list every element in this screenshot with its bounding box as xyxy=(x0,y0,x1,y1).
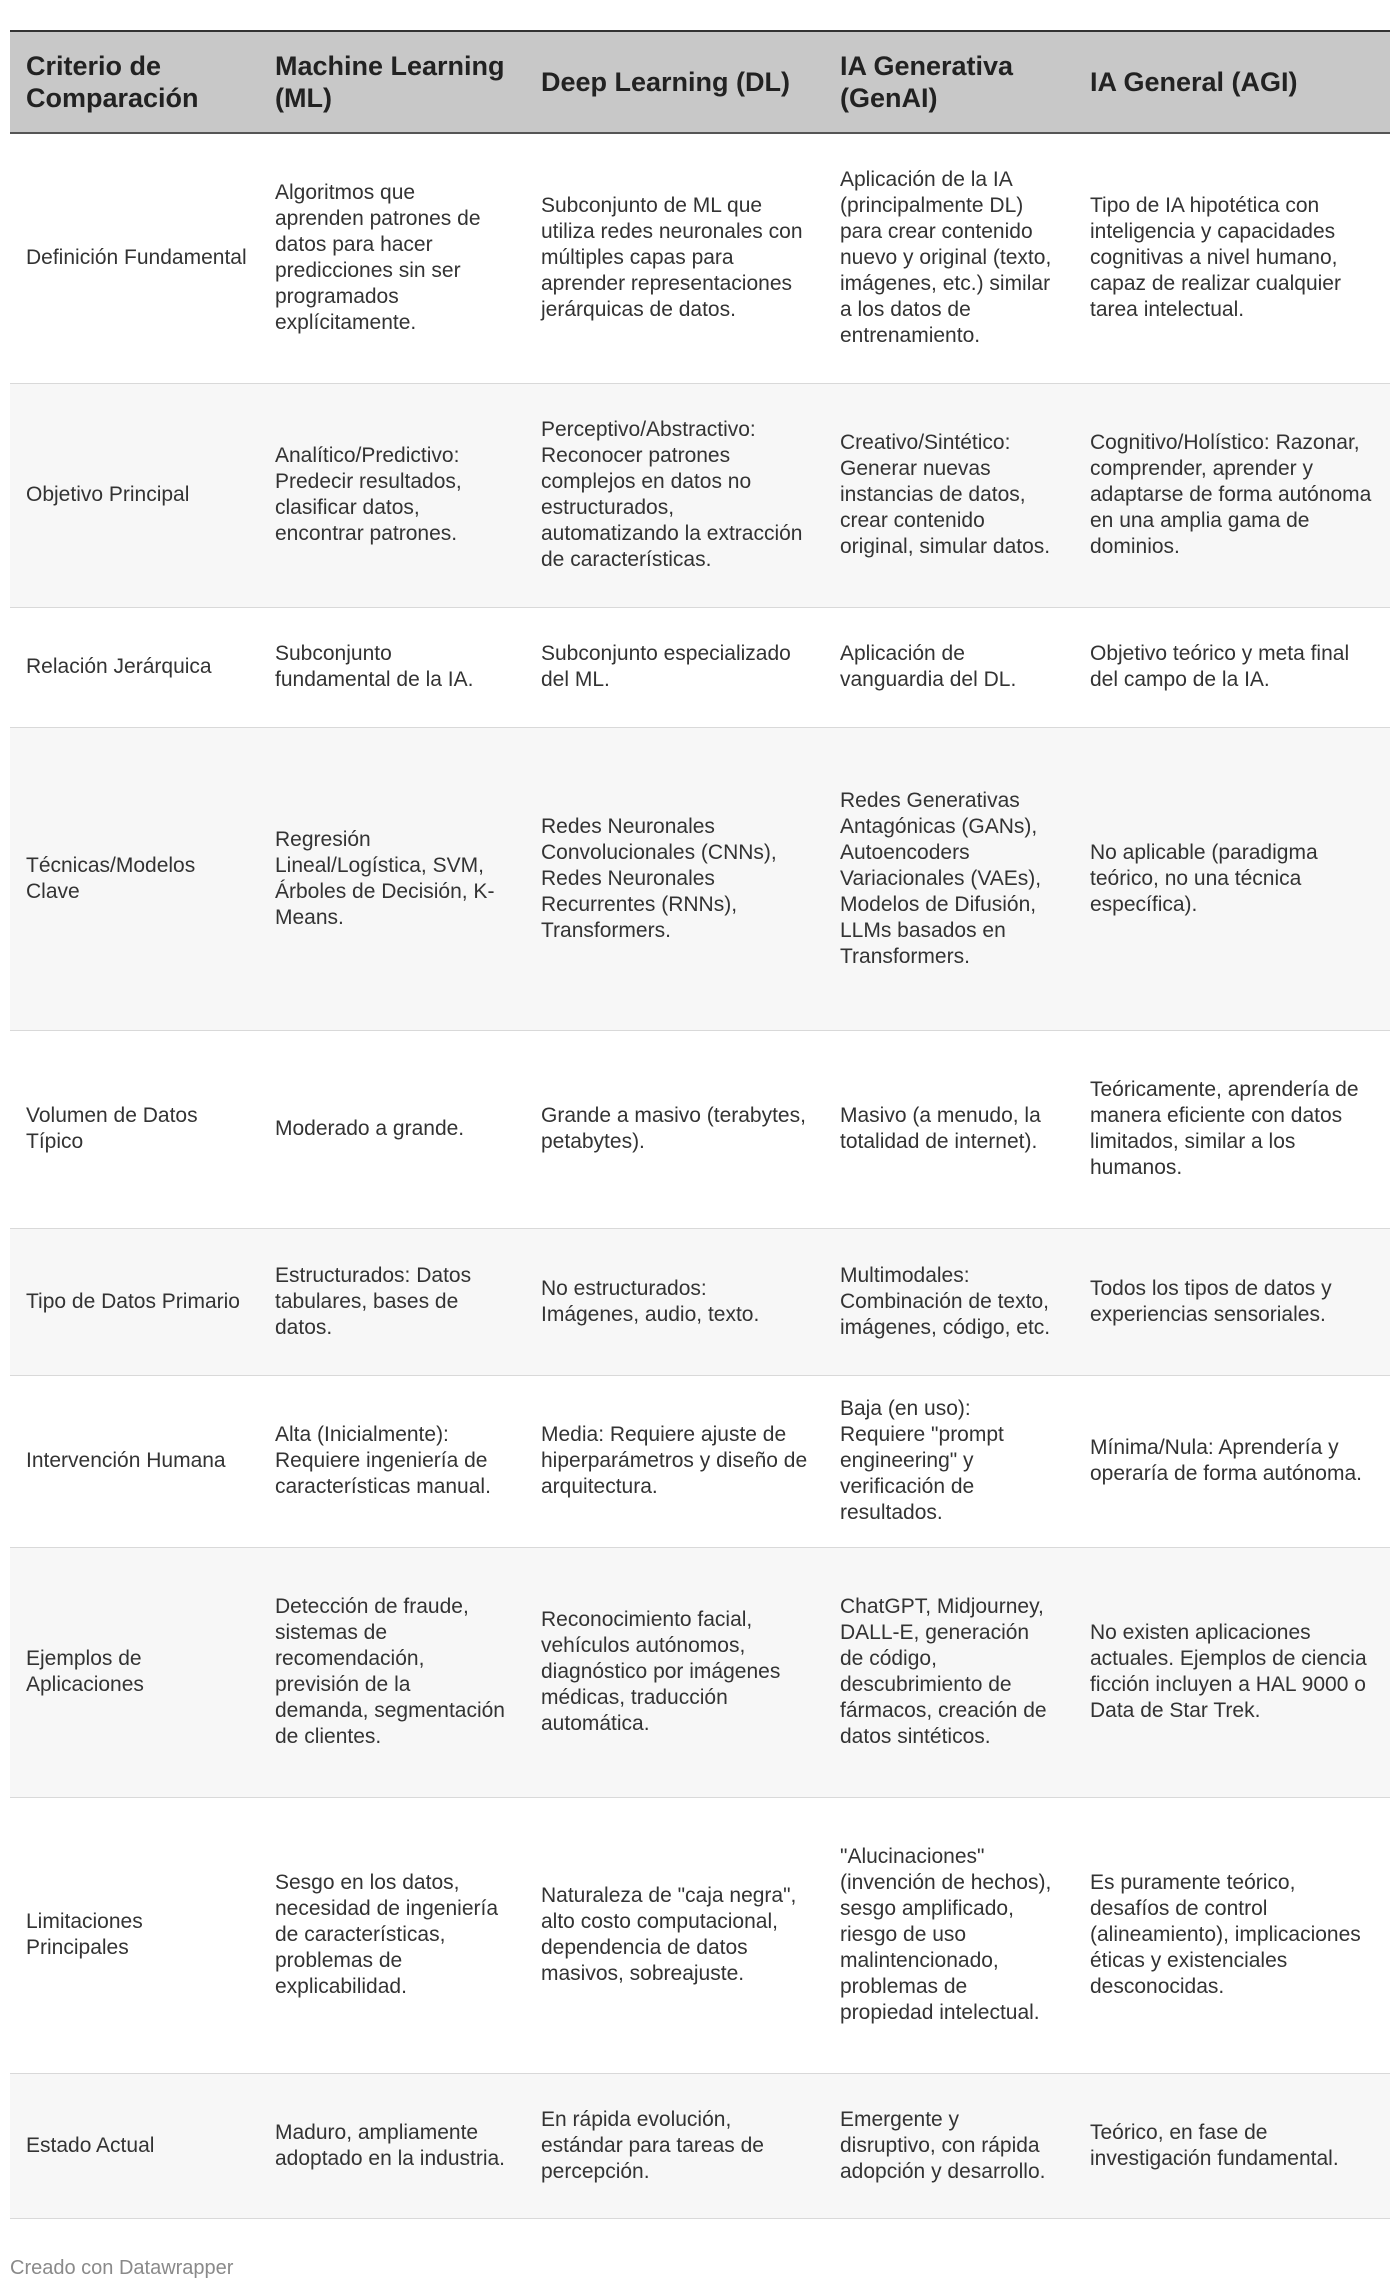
table-cell: Media: Requiere ajuste de hiperparámetros y diseño de arquitectura. xyxy=(525,1375,824,1547)
row-label: Tipo de Datos Primario xyxy=(10,1228,259,1375)
comparison-table-container[interactable] xyxy=(10,30,1372,2219)
row-label: Volumen de Datos Típico xyxy=(10,1030,259,1228)
table-cell: Estructurados: Datos tabulares, bases de datos. xyxy=(259,1228,525,1375)
table-cell: Todos los tipos de datos y experiencias sensoriales. xyxy=(1074,1228,1390,1375)
row-label: Relación Jerárquica xyxy=(10,607,259,727)
table-row xyxy=(10,1797,1390,2073)
table-row xyxy=(10,1547,1390,1797)
table-row xyxy=(10,1228,1390,1375)
table-cell: Perceptivo/Abstractivo: Reconocer patrones complejos en datos no estructurados, automatizando la extracción de características. xyxy=(525,383,824,607)
table-cell: Analítico/Predictivo: Predecir resultados, clasificar datos, encontrar patrones. xyxy=(259,383,525,607)
table-cell: Objetivo teórico y meta final del campo de la IA. xyxy=(1074,607,1390,727)
table-cell: No estructurados: Imágenes, audio, texto. xyxy=(525,1228,824,1375)
table-cell: Creativo/Sintético: Generar nuevas instancias de datos, crear contenido original, simular datos. xyxy=(824,383,1074,607)
table-cell: En rápida evolución, estándar para tareas de percepción. xyxy=(525,2073,824,2218)
table-row xyxy=(10,383,1390,607)
row-label: Limitaciones Principales xyxy=(10,1797,259,2073)
row-label: Objetivo Principal xyxy=(10,383,259,607)
table-row xyxy=(10,1030,1390,1228)
header-dl[interactable]: Deep Learning (DL) xyxy=(525,31,824,133)
row-label: Técnicas/Modelos Clave xyxy=(10,727,259,1030)
table-cell: Mínima/Nula: Aprendería y operaría de forma autónoma. xyxy=(1074,1375,1390,1547)
header-genai[interactable]: IA Generativa (GenAI) xyxy=(824,31,1074,133)
header-criterio[interactable]: Criterio de Comparación xyxy=(10,31,259,133)
table-cell: "Alucinaciones" (invención de hechos), sesgo amplificado, riesgo de uso malintencionado, problemas de propiedad intelectual. xyxy=(824,1797,1074,2073)
table-cell: Sesgo en los datos, necesidad de ingeniería de características, problemas de explicabilidad. xyxy=(259,1797,525,2073)
comparison-table xyxy=(10,30,1390,2219)
table-body xyxy=(10,133,1390,2218)
table-row xyxy=(10,727,1390,1030)
table-cell: Teórico, en fase de investigación fundamental. xyxy=(1074,2073,1390,2218)
header-agi[interactable]: IA General (AGI) xyxy=(1074,31,1390,133)
table-cell: Regresión Lineal/Logística, SVM, Árboles de Decisión, K-Means. xyxy=(259,727,525,1030)
table-cell: Subconjunto de ML que utiliza redes neuronales con múltiples capas para aprender representaciones jerárquicas de datos. xyxy=(525,133,824,383)
table-cell: Moderado a grande. xyxy=(259,1030,525,1228)
table-cell: Grande a masivo (terabytes, petabytes). xyxy=(525,1030,824,1228)
table-cell: Teóricamente, aprendería de manera eficiente con datos limitados, similar a los humanos. xyxy=(1074,1030,1390,1228)
table-cell: Es puramente teórico, desafíos de control (alineamiento), implicaciones éticas y existenciales desconocidas. xyxy=(1074,1797,1390,2073)
table-row xyxy=(10,133,1390,383)
table-cell: Aplicación de vanguardia del DL. xyxy=(824,607,1074,727)
table-cell: Cognitivo/Holístico: Razonar, comprender, aprender y adaptarse de forma autónoma en una amplia gama de dominios. xyxy=(1074,383,1390,607)
table-cell: Alta (Inicialmente): Requiere ingeniería de características manual. xyxy=(259,1375,525,1547)
table-cell: Redes Generativas Antagónicas (GANs), Autoencoders Variacionales (VAEs), Modelos de Difusión, LLMs basados en Transformers. xyxy=(824,727,1074,1030)
row-label: Estado Actual xyxy=(10,2073,259,2218)
table-cell: Redes Neuronales Convolucionales (CNNs), Redes Neuronales Recurrentes (RNNs), Transformers. xyxy=(525,727,824,1030)
table-cell: Maduro, ampliamente adoptado en la industria. xyxy=(259,2073,525,2218)
table-row xyxy=(10,2073,1390,2218)
table-cell: Aplicación de la IA (principalmente DL) para crear contenido nuevo y original (texto, imágenes, etc.) similar a los datos de entrenamiento. xyxy=(824,133,1074,383)
table-row xyxy=(10,607,1390,727)
header-row xyxy=(10,31,1390,133)
table-cell: Detección de fraude, sistemas de recomendación, previsión de la demanda, segmentación de clientes. xyxy=(259,1547,525,1797)
table-cell: No aplicable (paradigma teórico, no una técnica específica). xyxy=(1074,727,1390,1030)
table-cell: No existen aplicaciones actuales. Ejemplos de ciencia ficción incluyen a HAL 9000 o Data de Star Trek. xyxy=(1074,1547,1390,1797)
table-cell: Subconjunto especializado del ML. xyxy=(525,607,824,727)
table-cell: Multimodales: Combinación de texto, imágenes, código, etc. xyxy=(824,1228,1074,1375)
table-cell: Naturaleza de "caja negra", alto costo computacional, dependencia de datos masivos, sobreajuste. xyxy=(525,1797,824,2073)
table-cell: Baja (en uso): Requiere "prompt engineering" y verificación de resultados. xyxy=(824,1375,1074,1547)
header-ml[interactable]: Machine Learning (ML) xyxy=(259,31,525,133)
table-cell: Algoritmos que aprenden patrones de datos para hacer predicciones sin ser programados explícitamente. xyxy=(259,133,525,383)
table-cell: Emergente y disruptivo, con rápida adopción y desarrollo. xyxy=(824,2073,1074,2218)
table-cell: Subconjunto fundamental de la IA. xyxy=(259,607,525,727)
datawrapper-credit[interactable]: Creado con Datawrapper xyxy=(10,2257,234,2279)
row-label: Intervención Humana xyxy=(10,1375,259,1547)
row-label: Ejemplos de Aplicaciones xyxy=(10,1547,259,1797)
table-cell: Tipo de IA hipotética con inteligencia y capacidades cognitivas a nivel humano, capaz de realizar cualquier tarea intelectual. xyxy=(1074,133,1390,383)
table-row xyxy=(10,1375,1390,1547)
table-header xyxy=(10,31,1390,133)
table-cell: ChatGPT, Midjourney, DALL-E, generación de código, descubrimiento de fármacos, creación de datos sintéticos. xyxy=(824,1547,1074,1797)
table-cell: Masivo (a menudo, la totalidad de internet). xyxy=(824,1030,1074,1228)
row-label: Definición Fundamental xyxy=(10,133,259,383)
table-cell: Reconocimiento facial, vehículos autónomos, diagnóstico por imágenes médicas, traducción automática. xyxy=(525,1547,824,1797)
